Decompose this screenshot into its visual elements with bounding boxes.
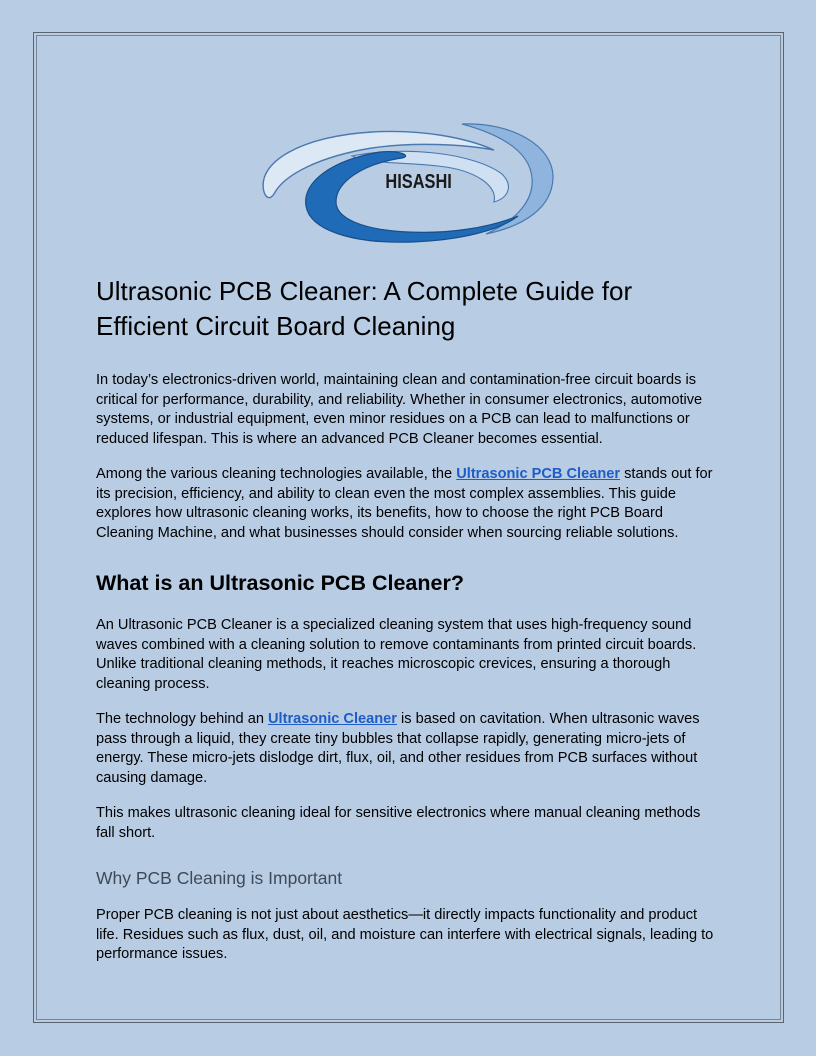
paragraph-importance: Proper PCB cleaning is not just about aesthetics—it directly impacts functionality and product life. Residues such as flux, dust, oil, and moisture can interfere with electrical signals, leading to performance issues. (96, 907, 714, 962)
ultrasonic-pcb-cleaner-link[interactable]: Ultrasonic PCB Cleaner (456, 466, 621, 482)
logo-swoosh-mid (462, 124, 553, 234)
ultrasonic-cleaner-link[interactable]: Ultrasonic Cleaner (268, 711, 397, 727)
paragraph-cavitation (96, 710, 720, 788)
paragraph-text: is based on cavitation. When ultrasonic waves pass through a liquid, they create tiny bubbles that collapse rapidly, generating micro-jets of energy. These micro-jets dislodge dirt, flux, oil, and other residues from PCB surfaces without causing damage. (96, 711, 700, 786)
paragraph-ideal-use: This makes ultrasonic cleaning ideal for sensitive electronics where manual cleaning methods fall short. (96, 805, 701, 841)
section-heading-why-important: Why PCB Cleaning is Important (96, 868, 343, 888)
paragraph-text: stands out for its precision, efficiency, and ability to clean even the most complex assemblies. This guide explores how ultrasonic cleaning works, its benefits, how to choose the right PCB Board Cleaning Machine, and what businesses should consider when sourcing reliable solutions. (96, 466, 713, 541)
paragraph-ultrasonic-pcb (96, 465, 720, 543)
logo-text: HISASHI (385, 169, 452, 193)
hisashi-logo (262, 122, 556, 246)
article-content (96, 274, 720, 981)
paragraph-definition: An Ultrasonic PCB Cleaner is a specialized cleaning system that uses high-frequency sound waves combined with a cleaning solution to remove contaminants from printed circuit boards. Unlike traditional cleaning methods, it reaches microscopic crevices, ensuring a thorough cleaning process. (96, 617, 697, 692)
intro-paragraph: In today’s electronics-driven world, maintaining clean and contamination-free circuit boards is critical for performance, durability, and reliability. Whether in consumer electronics, automotive systems, or industrial equipment, even minor residues on a PCB can lead to malfunctions or reduced lifespan. This is where an advanced PCB Cleaner becomes essential. (96, 372, 703, 447)
paragraph-text: Among the various cleaning technologies available, the (96, 466, 457, 482)
paragraph-text: The technology behind an (96, 711, 269, 727)
section-heading-what-is: What is an Ultrasonic PCB Cleaner? (96, 571, 464, 595)
page-title: Ultrasonic PCB Cleaner: A Complete Guide for Efficient Circuit Board Cleaning (96, 276, 633, 341)
